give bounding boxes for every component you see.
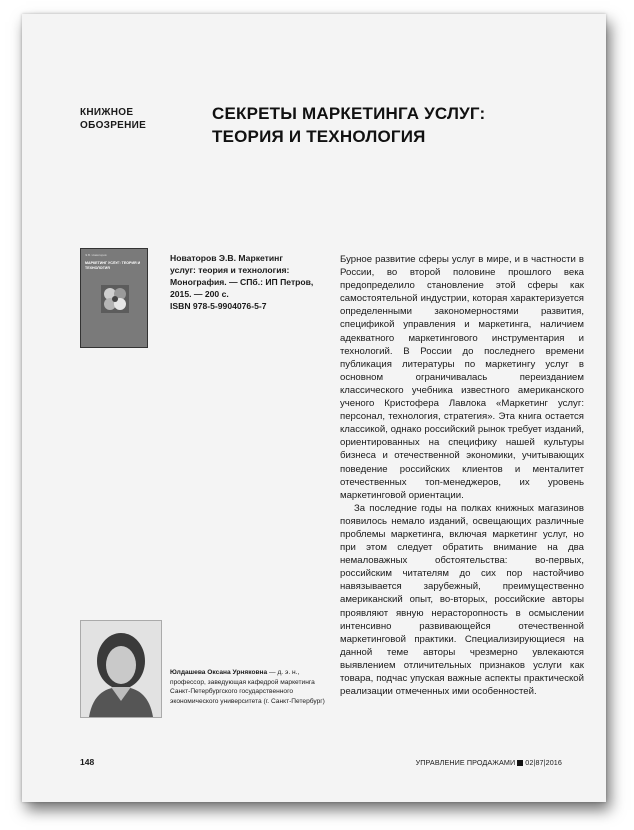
bib-line: Монография. — СПб.: ИП Петров, xyxy=(170,277,314,287)
bib-line: Новаторов Э.В. Маркетинг xyxy=(170,253,283,263)
bib-line: ISBN 978-5-9904076-5-7 xyxy=(170,301,267,311)
journal-name: УПРАВЛЕНИЕ ПРОДАЖАМИ xyxy=(415,758,516,767)
running-footer xyxy=(416,758,562,767)
page-number: 148 xyxy=(80,757,95,767)
reviewer-portrait-icon xyxy=(81,621,161,717)
paragraph: За последние годы на полках книжных магазинов появилось немало изданий, освещающих различные проблемы маркетинга, включая маркетинг услуг, но при этом следует обратить внимание на два немаловажных обстоятельства: во-первых, российским читателям до сих пор настойчиво навязывается зарубежный, преимущественно американский опыт, во-вторых, российские авторы проявляют явную нерасторопность в осмыслении интенсивно развивающейся отечественной маркетинговой практики. Специализирующиеся на данной теме авторы чрезмерно увлекаются выявлением отличительных признаков услуги как товара, подчас упуская важные аспекты практической реализации отмеченных ими особенностей. xyxy=(340,502,584,698)
reviewer-details: — д. э. н., профессор, заведующая кафедрой маркетинга Санкт-Петербургского государственного экономического университета (г. Санкт-Петербург) xyxy=(170,669,325,705)
reviewer-info xyxy=(170,668,330,706)
paragraph: Бурное развитие сферы услуг в мире, и в частности в России, во второй половине прошлого века предопределило становление этой сферы как самостоятельной индустрии, которая характеризуется определенными закономерностями развития, спецификой управления и маркетинга, наличием адекватного маркетингового инструментария и технологий. В России до последнего времени публикация литературы по маркетингу услуг в основном ограничивалась переизданием классического учебника известного американского ученого Кристофера Лавлока «Маркетинг услуг: персонал, технология, стратегия». Эта книга остается классикой, однако российский рынок требует изданий, ориентированных на специфику нашей культуры бизнеса и отечественной экономики, учитывающих поведение российских клиентов и менталитет отечественных топ-менеджеров, их уровень маркетинговой ориентации. xyxy=(340,254,584,501)
magazine-page xyxy=(22,14,606,802)
section-rubric: КНИЖНОЕ ОБОЗРЕНИЕ xyxy=(80,107,147,131)
square-separator-icon xyxy=(517,760,523,766)
cover-art-icon xyxy=(99,283,131,315)
article-title: СЕКРЕТЫ МАРКЕТИНГА УСЛУГ: ТЕОРИЯ И ТЕХНОЛОГИЯ xyxy=(212,104,486,146)
bib-line: 2015. — 200 с. xyxy=(170,289,229,299)
issue-number: 02|87|2016 xyxy=(525,758,562,767)
book-cover-image xyxy=(80,248,148,348)
article-body xyxy=(340,253,584,698)
cover-author: Э.В. Новаторов xyxy=(85,253,107,257)
cover-title: МАРКЕТИНГ УСЛУГ: ТЕОРИЯ И ТЕХНОЛОГИЯ xyxy=(85,261,141,270)
reviewer-name: Юлдашева Оксана Урняковна xyxy=(170,669,268,676)
book-bibliography xyxy=(170,252,320,312)
reviewer-photo xyxy=(80,620,162,718)
bib-line: услуг: теория и технология: xyxy=(170,265,290,275)
